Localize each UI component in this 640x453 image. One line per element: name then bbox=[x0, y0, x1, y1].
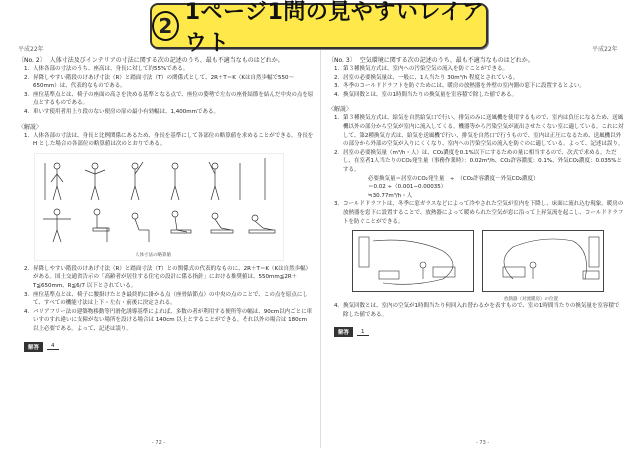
item-number: 1. bbox=[24, 66, 30, 72]
list-item bbox=[24, 132, 314, 149]
item-text: コールドドラフトは、冬季に窓ガラスなどによって冷やされた空気が室内を下降し、床面に流れ込む現象。暖房の放熱器を窓下に設置することで、放熱器によって暖められた空気が窓に沿って上昇気流を起こし、コールドドラフトを防ぐことができる。 bbox=[343, 201, 624, 225]
left-explanation-list bbox=[18, 132, 314, 149]
right-explanation-list-3 bbox=[328, 302, 624, 319]
item-number: 2. bbox=[24, 74, 30, 81]
list-item bbox=[24, 291, 314, 308]
item-number: 1. bbox=[24, 132, 30, 139]
item-text: 居室の必要換気量（m³/h・人）は、CO₂濃度を0.1%以下にするための量に相当するので、次式で求める。ただし、在室者1人当たりのCO₂発生量（事務作業時）：0.02m³/h、CO₂許容濃度：0.1%、外気CO₂濃度：0.035%とする。 bbox=[343, 149, 622, 173]
item-number: 1. bbox=[334, 115, 340, 122]
left-question-number: 〔No. 2〕 bbox=[18, 57, 46, 64]
item-text: 第３種換気方式は、室内への汚染空気の流入を防ぐことができる。 bbox=[343, 66, 509, 72]
formula-line: ≒30.77m³/h・人 bbox=[368, 192, 413, 199]
item-text: 換気回数とは、室の1時間当たりの換気量を室容積で除した値である。 bbox=[343, 91, 518, 98]
item-text: 昇降しやすい階段のけあげ寸法（R）と踏面寸法（T）の関係式として、2R＋T＝K（Kは自然歩幅で550〜650mm）は、代表的なものである。 bbox=[33, 74, 294, 90]
item-number: 2. bbox=[24, 265, 30, 272]
item-text: 車いす使用者用上り段のない便房の扉の最小有効幅は、1,400mmである。 bbox=[33, 108, 219, 115]
list-item bbox=[334, 200, 624, 226]
item-text: 第３種換気方式は、給気を自然給気口で行い、排気のみに送風機を使用するもので、室内は負圧になるため、送風機以外の部分から空気が室内に流入してくる。機器等から汚染空気が流出させたくない室に適している。これに対して、第2種換気方式は、給気を送風機で行い、排気を自然口で行うもので、室内は正圧になるため、送風機以外の部分から外部の空気が入りにくくなり、室内への汚染空気の流入を防ぐのに適している。よって、記述は誤り。 bbox=[343, 115, 624, 148]
item-text: バリアフリー法の建築物移動等円滑化誘導基準によれば、多数の者が利用する便所等の幅は、90cm以内ごとに車いすのすれ違いに支障がない場所を設ける場合は 140cm 以上とすることができる。それ以外の場合は 180cm 以上必要である。よって、記述は誤り。 bbox=[33, 308, 313, 332]
left-choice-list bbox=[18, 65, 314, 117]
list-item bbox=[24, 91, 314, 108]
right-question-text: 空気環境に関する次の記述のうち、最も不適当なものはどれか。 bbox=[359, 57, 534, 64]
right-question bbox=[328, 56, 624, 65]
item-number: 3. bbox=[24, 291, 30, 298]
item-text: 換気回数とは、室内の空気が1時間当たり何回入れ替わるかを表すもので、室の1時間当たりの換気量を室容積で除した値である。 bbox=[343, 303, 620, 318]
item-text: 座位基準点とは、椅子の座面の高さを決める基準となる点で、座位の姿勢で左右の座骨結節を結んだ中央の点を原点とするものである。 bbox=[33, 91, 314, 107]
left-page-number: - 72 - bbox=[152, 440, 166, 446]
item-number: 3. bbox=[334, 83, 340, 90]
list-item bbox=[24, 308, 314, 334]
left-explanation-title: 〈解説〉 bbox=[18, 123, 43, 131]
vent-caption: 放熱器（対流暖房）の位置 bbox=[504, 297, 558, 303]
item-text: 座位基準点とは、椅子に腰掛けたとき最終的に掛かる点（座骨結節点）の中央の点のことで、この点を原点にして、すべての機能寸法は上下・左右・前後に決定される。 bbox=[33, 291, 308, 307]
left-page bbox=[18, 56, 314, 446]
list-item bbox=[334, 149, 624, 175]
item-number: 4. bbox=[24, 108, 30, 115]
item-number: 4. bbox=[334, 91, 340, 98]
right-page bbox=[328, 56, 624, 446]
item-number: 3. bbox=[334, 201, 340, 208]
body-dimension-figure bbox=[34, 153, 284, 261]
cold-draft-figure-1 bbox=[352, 230, 474, 292]
list-item bbox=[24, 265, 314, 291]
list-item bbox=[24, 65, 314, 74]
item-text: 居室の必要換気量は、一般に、1人当たり 30m³/h 程度とされている。 bbox=[343, 74, 519, 81]
ventilation-formula bbox=[328, 175, 624, 201]
answer-label: 解答 bbox=[334, 327, 353, 337]
formula-line: ＝0.02 ÷（0.001−0.00035） bbox=[368, 184, 447, 191]
left-question-text: 人体寸法及びインテリアの寸法に関する次の記述のうち、最も不適当なものはどれか。 bbox=[49, 57, 284, 64]
item-text: 人体各部の寸法のうち、座高は、身長に対して約55%である。 bbox=[33, 66, 189, 72]
item-number: 2. bbox=[334, 74, 340, 81]
list-item bbox=[334, 91, 624, 100]
page-divider bbox=[320, 50, 321, 448]
item-text: 昇降しやすい階段のけあげ寸法（R）と踏面寸法（T）との関係式の代表的なものに、2R＋T＝K（Kは自然歩幅）がある。国土交通省告示の「高齢者が居住する住宅の設計に係る指針」における推奨値は、550mm≦2R＋T≦650mm、R≦6/7 以下とされている。 bbox=[33, 265, 312, 289]
right-explanation-title: 〈解説〉 bbox=[328, 106, 353, 114]
banner-title: 1ページ1問の見やすいレイアウト bbox=[184, 0, 485, 56]
list-item bbox=[334, 65, 624, 74]
answer-value: 4 bbox=[47, 343, 59, 350]
list-item bbox=[334, 74, 624, 83]
right-question-number: 〔No. 3〕 bbox=[328, 57, 356, 64]
list-item bbox=[334, 82, 624, 91]
body-dimension-illustration bbox=[35, 154, 285, 262]
list-item bbox=[334, 114, 624, 148]
item-text: 冬季のコールドドラフトを防ぐためには、暖房の放熱器を外壁の室内側の窓下に設置するとよい。 bbox=[343, 83, 585, 90]
answer-value: 1 bbox=[357, 329, 369, 336]
left-question bbox=[18, 56, 314, 65]
figure-caption: 人体寸法の略算値 bbox=[135, 252, 171, 258]
item-number: 4. bbox=[334, 303, 340, 310]
right-page-number: - 73 - bbox=[476, 440, 490, 446]
era-left: 平成22年 bbox=[18, 46, 44, 53]
item-number: 4. bbox=[24, 308, 30, 315]
list-item bbox=[24, 74, 314, 91]
left-answer bbox=[24, 342, 59, 352]
right-answer bbox=[334, 327, 369, 337]
item-number: 3. bbox=[24, 91, 30, 98]
item-text: 人体各部の寸法は、身長と比例関係にあるため、身長を基準にして各部位の略算値を求めることができる。身長を H とした場合の各部位の略算値は次のとおりである。 bbox=[33, 132, 314, 148]
left-explanation-list-2 bbox=[18, 265, 314, 334]
cold-draft-illustration-2 bbox=[483, 231, 605, 293]
title-banner bbox=[150, 0, 488, 56]
cold-draft-illustration-1 bbox=[353, 231, 475, 293]
formula-line: 必要換気量＝居室のCO₂発生量 ÷ （CO₂許容濃度－外気CO₂濃度） bbox=[368, 175, 539, 182]
banner-number: 2 bbox=[152, 11, 179, 41]
era-right: 平成22年 bbox=[592, 46, 618, 53]
right-explanation-list-2 bbox=[328, 200, 624, 226]
cold-draft-figure-2 bbox=[482, 230, 604, 292]
right-choice-list bbox=[328, 65, 624, 99]
right-explanation-list bbox=[328, 114, 624, 174]
item-number: 2. bbox=[334, 149, 340, 156]
item-number: 1. bbox=[334, 66, 340, 72]
answer-label: 解答 bbox=[24, 342, 43, 352]
list-item bbox=[24, 108, 314, 117]
list-item bbox=[334, 302, 624, 319]
cold-draft-figures bbox=[352, 230, 624, 292]
